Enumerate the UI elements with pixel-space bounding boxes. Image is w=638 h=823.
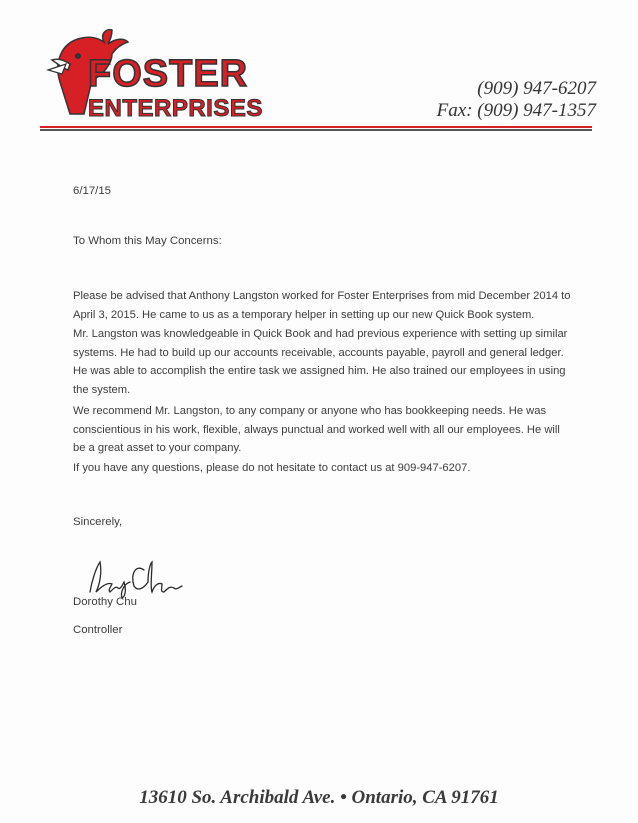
signer-title: Controller	[73, 624, 123, 636]
paragraph-employment: Please be advised that Anthony Langston worked for Foster Enterprises from mid December 2014 to April 3, 2015. He came to us as a temporary helper in setting up our new Quick Book system.	[73, 290, 571, 321]
company-name: FOSTER	[88, 53, 249, 95]
header-divider-gray	[40, 129, 592, 131]
company-logo	[40, 24, 280, 124]
company-subtitle: ENTERPRISES	[88, 95, 263, 122]
letter-date: 6/17/15	[73, 185, 112, 197]
header-divider-red	[40, 126, 592, 128]
signer-name: Dorothy Chu	[73, 596, 137, 608]
footer-address: 13610 So. Archibald Ave. • Ontario, CA 91761	[139, 787, 499, 808]
closing: Sincerely,	[73, 516, 123, 528]
contact-block	[437, 78, 596, 122]
fax-number: Fax: (909) 947-1357	[436, 100, 596, 121]
phone-number: (909) 947-6207	[477, 78, 596, 99]
paragraph-recommendation: We recommend Mr. Langston, to any company or anyone who has bookkeeping needs. He was conscientious in his work, flexible, always punctual and worked well with all our employees. He will be a great asset to your company.	[73, 405, 560, 454]
signature	[86, 552, 186, 598]
paragraph-skills: Mr. Langston was knowledgeable in Quick Book and had previous experience with setting up similar systems. He had to build up our accounts receivable, accounts payable, payroll and general ledger. He was able to accomplish the entire task we assigned him. He also trained our employees in using the system.	[73, 328, 568, 396]
salutation: To Whom this May Concerns:	[73, 235, 222, 247]
paragraph-contact: If you have any questions, please do not hesitate to contact us at 909-947-6207.	[73, 462, 471, 474]
